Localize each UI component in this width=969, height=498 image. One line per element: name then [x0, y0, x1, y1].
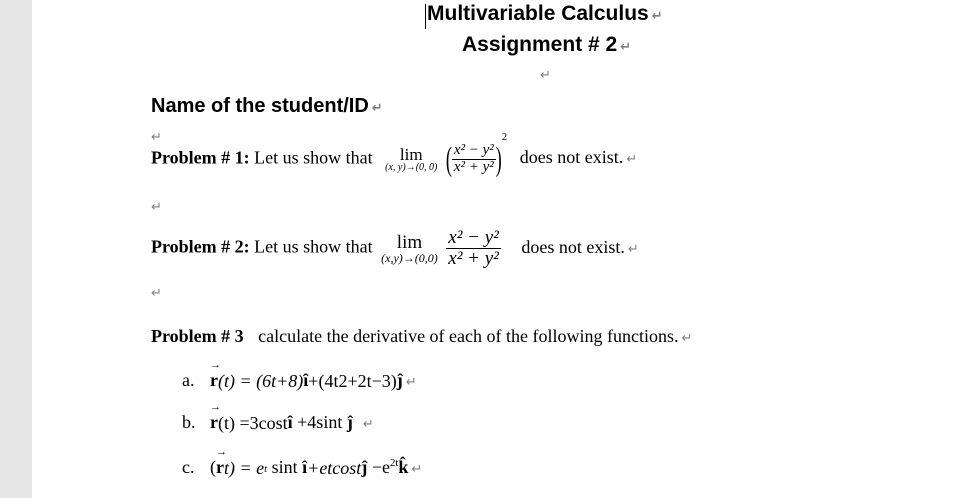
- document-subtitle: Assignment # 2 ↵: [462, 33, 632, 56]
- paragraph-mark: ↵: [540, 68, 551, 83]
- student-name-label: Name of the student/ID ↵: [151, 95, 383, 117]
- fraction: $\frac{\text{x² − y²}}{\text{x² + y²}}$: [453, 142, 494, 175]
- paragraph-mark: ↵: [151, 200, 162, 215]
- limit-operator: lim (x,y)→(0,0): [381, 231, 438, 265]
- problem-2-label: Problem # 2:: [151, 236, 250, 257]
- paragraph-mark: ↵: [151, 286, 162, 301]
- fraction: $\frac{\text{x² − y²}}{\text{x² + y²}}$: [448, 227, 499, 269]
- document-page[interactable]: [32, 0, 969, 498]
- problem-1: Problem # 1: Let us show that lim (x, y)→(0, 0) ( $\frac{\text{x² − y²}}{\text{x² + y²}}$ )$^2$ does not exist. ↵: [151, 131, 638, 178]
- list-item: b.→ r(t) =3costî +4sint ĵ ↵: [182, 412, 374, 434]
- text-cursor: [425, 4, 426, 29]
- problem-3: Problem # 3 calculate the derivative of each of the following functions. ↵: [151, 326, 693, 346]
- problem-1-label: Problem # 1:: [151, 147, 250, 168]
- problem-2: Problem # 2: Let us show that lim (x,y)→(0,0) $\frac{\text{x² − y²}}{\text{x² + y²}}$ does not exist. ↵: [151, 227, 639, 269]
- problem-3-label: Problem # 3: [151, 326, 244, 346]
- list-item: a.→ r(t) = (6t+8)î+(4t2+2t−3)ĵ ↵: [182, 370, 417, 392]
- list-item: c. (→ rt) = et sint î+etcostĵ $-e^{2t}k̂$ ↵: [182, 457, 422, 479]
- document-title: Multivariable Calculus ↵: [427, 2, 663, 25]
- limit-operator: lim (x, y)→(0, 0): [385, 144, 438, 173]
- paragraph-mark: ↵: [151, 130, 162, 145]
